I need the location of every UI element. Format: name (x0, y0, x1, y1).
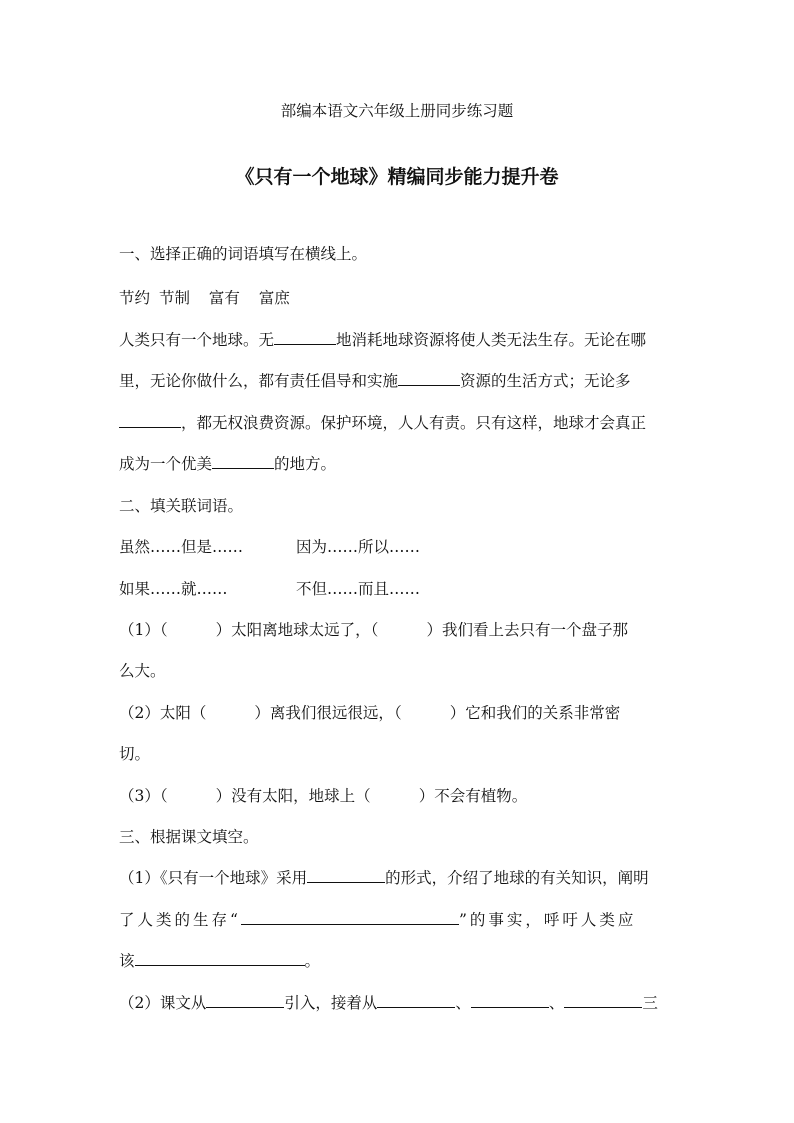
text: 的地方。 (274, 455, 337, 473)
section2-question-1 (119, 620, 628, 640)
word-option: 节制 (158, 289, 190, 307)
paren-close: ） (254, 704, 270, 722)
answer-blank[interactable] (135, 951, 305, 966)
text: 不会有植物。 (434, 787, 528, 805)
answer-blank[interactable] (206, 993, 284, 1008)
section2-question-2-cont: 切。 (119, 745, 151, 763)
section3-question-1-line (119, 910, 636, 930)
paren-open: （ (190, 704, 207, 722)
text: 该 (119, 952, 135, 970)
text: ”的事实，呼吁人类应 (458, 911, 637, 929)
conjunction-option: 不但……而且…… (296, 580, 421, 598)
answer-blank[interactable] (274, 330, 336, 345)
text: 没有太阳，地球上 (231, 787, 356, 805)
text: ，都无权浪费资源。保护环境，人人有责。只有这样，地球才会真正 (181, 414, 647, 432)
section2-options-row (119, 537, 243, 557)
section2-options-row (296, 537, 420, 557)
paren-close: ） (215, 621, 232, 639)
text: 。 (304, 952, 321, 970)
section1-heading: 一、选择正确的词语填写在横线上。 (119, 245, 368, 263)
section2-options-row (296, 579, 420, 599)
text: 引入，接着从 (284, 994, 378, 1012)
text: 了人类的生存“ (119, 911, 241, 929)
section3-question-1-line (119, 868, 649, 888)
paren-close: ） (418, 787, 435, 805)
text: 、 (548, 994, 565, 1012)
section1-paragraph-line (119, 454, 336, 474)
paren-open: （ (355, 787, 371, 805)
conjunction-option: 虽然……但是…… (119, 538, 244, 556)
text: 人类只有一个地球。无 (119, 331, 275, 349)
section3-heading: 三、根据课文填空。 (119, 828, 259, 846)
text: 它和我们的关系非常密 (465, 704, 621, 722)
section3-question-1-line (119, 951, 320, 971)
text: 、 (455, 994, 471, 1012)
answer-blank[interactable] (212, 454, 274, 469)
paren-open: （ (159, 787, 168, 805)
answer-blank[interactable] (398, 371, 460, 386)
answer-blank[interactable] (241, 910, 459, 925)
word-option: 富有 (208, 289, 240, 307)
conjunction-option: 因为……所以…… (296, 538, 421, 556)
text: 资源的生活方式；无论多 (460, 372, 631, 390)
section1-paragraph-line (119, 413, 646, 433)
text: 太阳 (159, 704, 191, 722)
answer-blank[interactable] (564, 993, 642, 1008)
paren-open: （ (159, 621, 168, 639)
section2-heading: 二、填关联词语。 (119, 497, 244, 515)
question-number: （2） (119, 704, 160, 722)
word-option: 富庶 (258, 289, 290, 307)
word-option: 节约 (119, 289, 151, 307)
paren-close: ） (215, 787, 232, 805)
paren-open: （ (393, 704, 402, 722)
text: 我们看上去只有一个盘子那 (441, 621, 628, 639)
section2-options-row (119, 579, 228, 599)
text: 里，无论你做什么，都有责任倡导和实施 (119, 372, 399, 390)
text: 成为一个优美 (119, 455, 213, 473)
answer-blank[interactable] (377, 993, 455, 1008)
conjunction-option: 如果……就…… (119, 580, 228, 598)
answer-blank[interactable] (471, 993, 549, 1008)
text: 太阳离地球太远了， (231, 621, 371, 639)
worksheet-subtitle: 《只有一个地球》精编同步能力提升卷 (235, 166, 559, 188)
section3-question-2-line (119, 993, 658, 1013)
section2-question-2 (119, 703, 620, 723)
worksheet-title: 部编本语文六年级上册同步练习题 (280, 102, 514, 120)
text: 的形式，介绍了地球的有关知识，阐明 (385, 869, 649, 887)
question-number: （1） (119, 621, 160, 639)
text: 离我们很远很远， (269, 704, 394, 722)
section2-question-3 (119, 786, 527, 806)
text: （1）《只有一个地球》采用 (119, 869, 308, 887)
section1-paragraph-line (119, 330, 646, 350)
section1-paragraph-line (119, 371, 631, 391)
paren-close: ） (449, 704, 466, 722)
text: 地消耗地球资源将使人类无法生存。无论在哪 (336, 331, 647, 349)
section2-question-1-cont: 么大。 (119, 662, 166, 680)
text: 三 (642, 994, 658, 1012)
answer-blank[interactable] (119, 413, 181, 428)
paren-open: （ (370, 621, 379, 639)
text: （2）课文从 (119, 994, 207, 1012)
section1-word-options (119, 288, 290, 308)
answer-blank[interactable] (307, 868, 385, 883)
paren-close: ） (426, 621, 442, 639)
question-number: （3） (119, 787, 160, 805)
